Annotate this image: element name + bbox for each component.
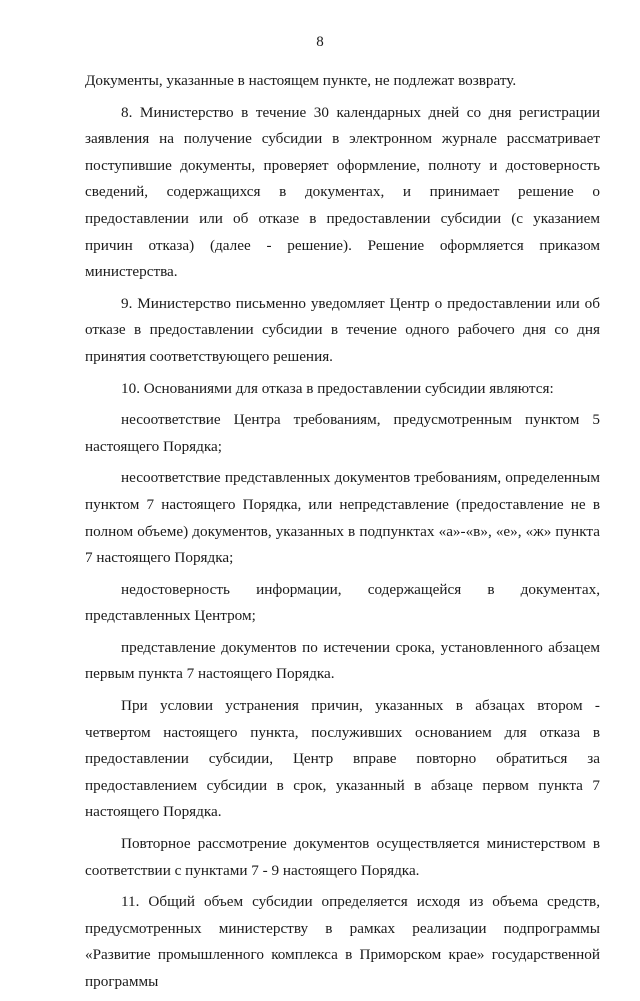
paragraph-item-10: 10. Основаниями для отказа в предоставлении субсидии являются: — [121, 379, 554, 397]
paragraph-item-8: 8. Министерство в течение 30 календарных дней со дня регистрации заявления на получение субсидии в электронном журнале рассматривает поступившие документы, проверяет оформление, полноту и достоверность сведений, содержащихся в документах, и принимает решение о предоставлении или об отказе в предоставлении субсидии (с указанием причин отказа) (далее - решение). Решение оформляется приказом министерства. — [85, 103, 600, 281]
paragraph-refusal-reason-4: представление документов по истечении срока, установленного абзацем первым пункта 7 настоящего Порядка. — [85, 638, 600, 683]
paragraph-resubmission: При условии устранения причин, указанных в абзацах втором - четвертом настоящего пункта, послуживших основанием для отказа в предоставлении субсидии, Центр вправе повторно обратиться за предоставлением субсидии в срок, указанный в абзаце первом пункта 7 настоящего Порядка. — [85, 697, 600, 821]
page-number: 8 — [316, 34, 324, 50]
paragraph-item-9: 9. Министерство письменно уведомляет Центр о предоставлении или об отказе в предоставлении субсидии в течение одного рабочего дня со дня принятия соответствующего решения. — [85, 294, 600, 365]
document-body — [85, 68, 600, 1001]
paragraph-repeated-review: Повторное рассмотрение документов осуществляется министерством в соответствии с пунктами 7 - 9 настоящего Порядка. — [85, 835, 600, 879]
paragraph-documents-not-returned: Документы, указанные в настоящем пункте, не подлежат возврату. — [85, 72, 517, 89]
paragraph-item-11: 11. Общий объем субсидии определяется исходя из объема средств, предусмотренных министерству в рамках реализации подпрограммы «Развитие промышленного комплекса в Приморском крае» государственной программы — [85, 893, 600, 990]
paragraph-refusal-reason-1: несоответствие Центра требованиям, предусмотренным пунктом 5 настоящего Порядка; — [85, 411, 600, 455]
paragraph-refusal-reason-2: несоответствие представленных документов требованиям, определенным пунктом 7 настоящего Порядка, или непредставление (предоставление не в полном объеме) документов, указанных в подпунктах «а»-«в», «е», «ж» пункта 7 настоящего Порядка; — [85, 469, 600, 567]
paragraph-refusal-reason-3: недостоверность информации, содержащейся в документах, представленных Центром; — [85, 580, 600, 625]
